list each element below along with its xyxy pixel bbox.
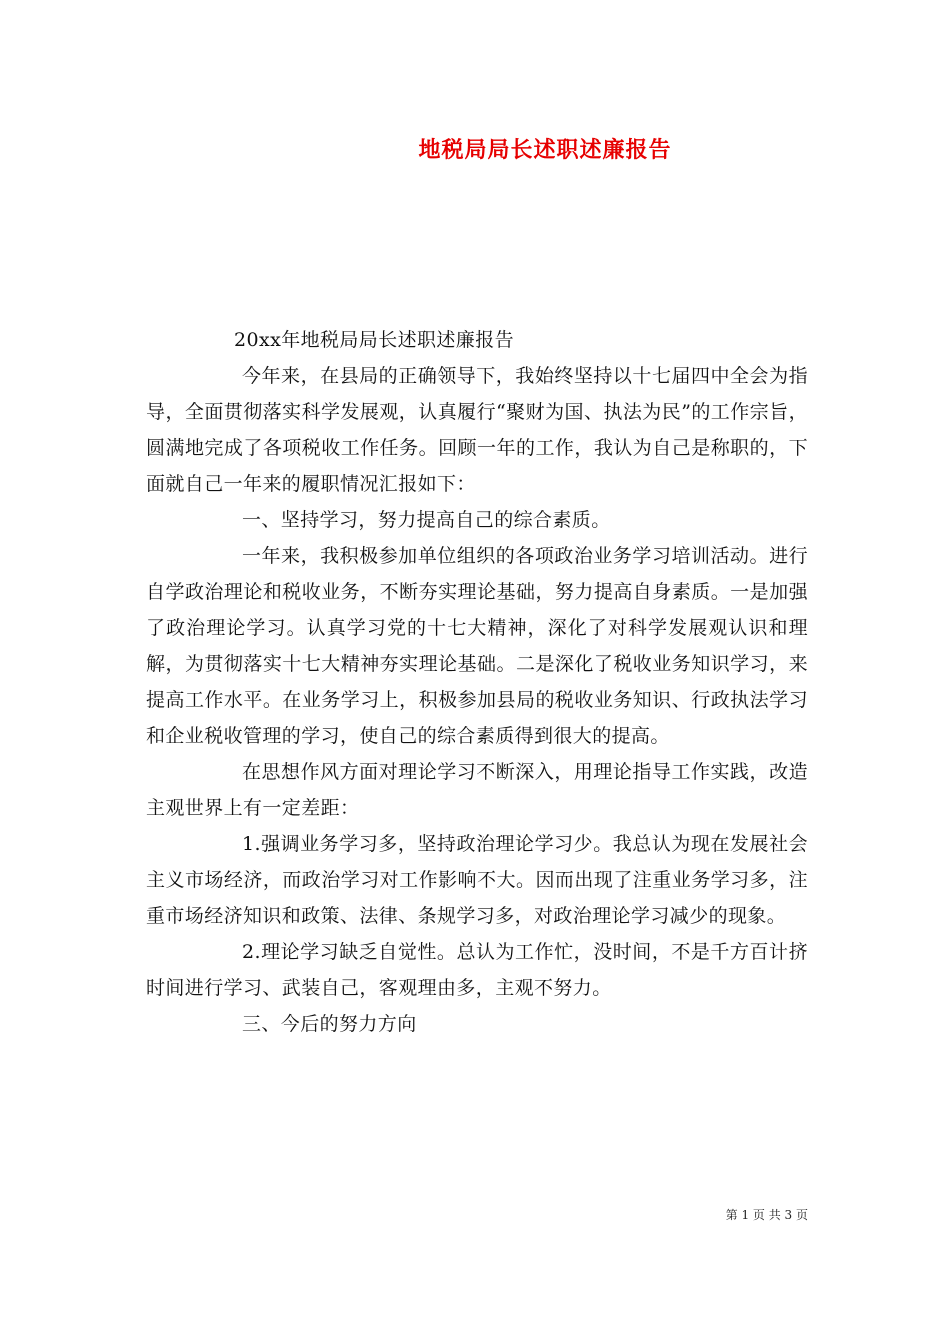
paragraph-style: 在思想作风方面对理论学习不断深入，用理论指导工作实践，改造主观世界上有一定差距： [146,761,808,819]
section-heading-3: 三、今后的努力方向 [242,1013,417,1035]
list-item-1: 1.强调业务学习多，坚持政治理论学习少。我总认为现在发展社会主义市场经济，而政治学习对工作影响不大。因而出现了注重业务学习多，注重市场经济知识和政策、法律、条规学习多，对政治理论学习减少的现象。 [146,833,808,927]
paragraph-study: 一年来，我积极参加单位组织的各项政治业务学习培训活动。进行自学政治理论和税收业务，不断夯实理论基础，努力提高自身素质。一是加强了政治理论学习。认真学习党的十七大精神，深化了对科学发展观认识和理解，为贯彻落实十七大精神夯实理论基础。二是深化了税收业务知识学习，来提高工作水平。在业务学习上，积极参加县局的税收业务知识、行政执法学习和企业税收管理的学习，使自己的综合素质得到很大的提高。 [146,545,808,747]
paragraph-intro: 今年来，在县局的正确领导下，我始终坚持以十七届四中全会为指导，全面贯彻落实科学发展观，认真履行“聚财为国、执法为民”的工作宗旨，圆满地完成了各项税收工作任务。回顾一年的工作，我认为自己是称职的，下面就自己一年来的履职情况汇报如下： [146,365,808,495]
document-body [146,322,808,1042]
document-title: 地税局局长述职述廉报告 [418,137,672,163]
document-subtitle: 20xx年地税局局长述职述廉报告 [234,329,515,351]
list-item-2: 2.理论学习缺乏自觉性。总认为工作忙，没时间，不是千方百计挤时间进行学习、武装自己，客观理由多，主观不努力。 [146,941,808,999]
section-heading-1: 一、坚持学习，努力提高自己的综合素质。 [242,509,611,531]
page-number-footer: 第 1 页 共 3 页 [725,1208,808,1222]
